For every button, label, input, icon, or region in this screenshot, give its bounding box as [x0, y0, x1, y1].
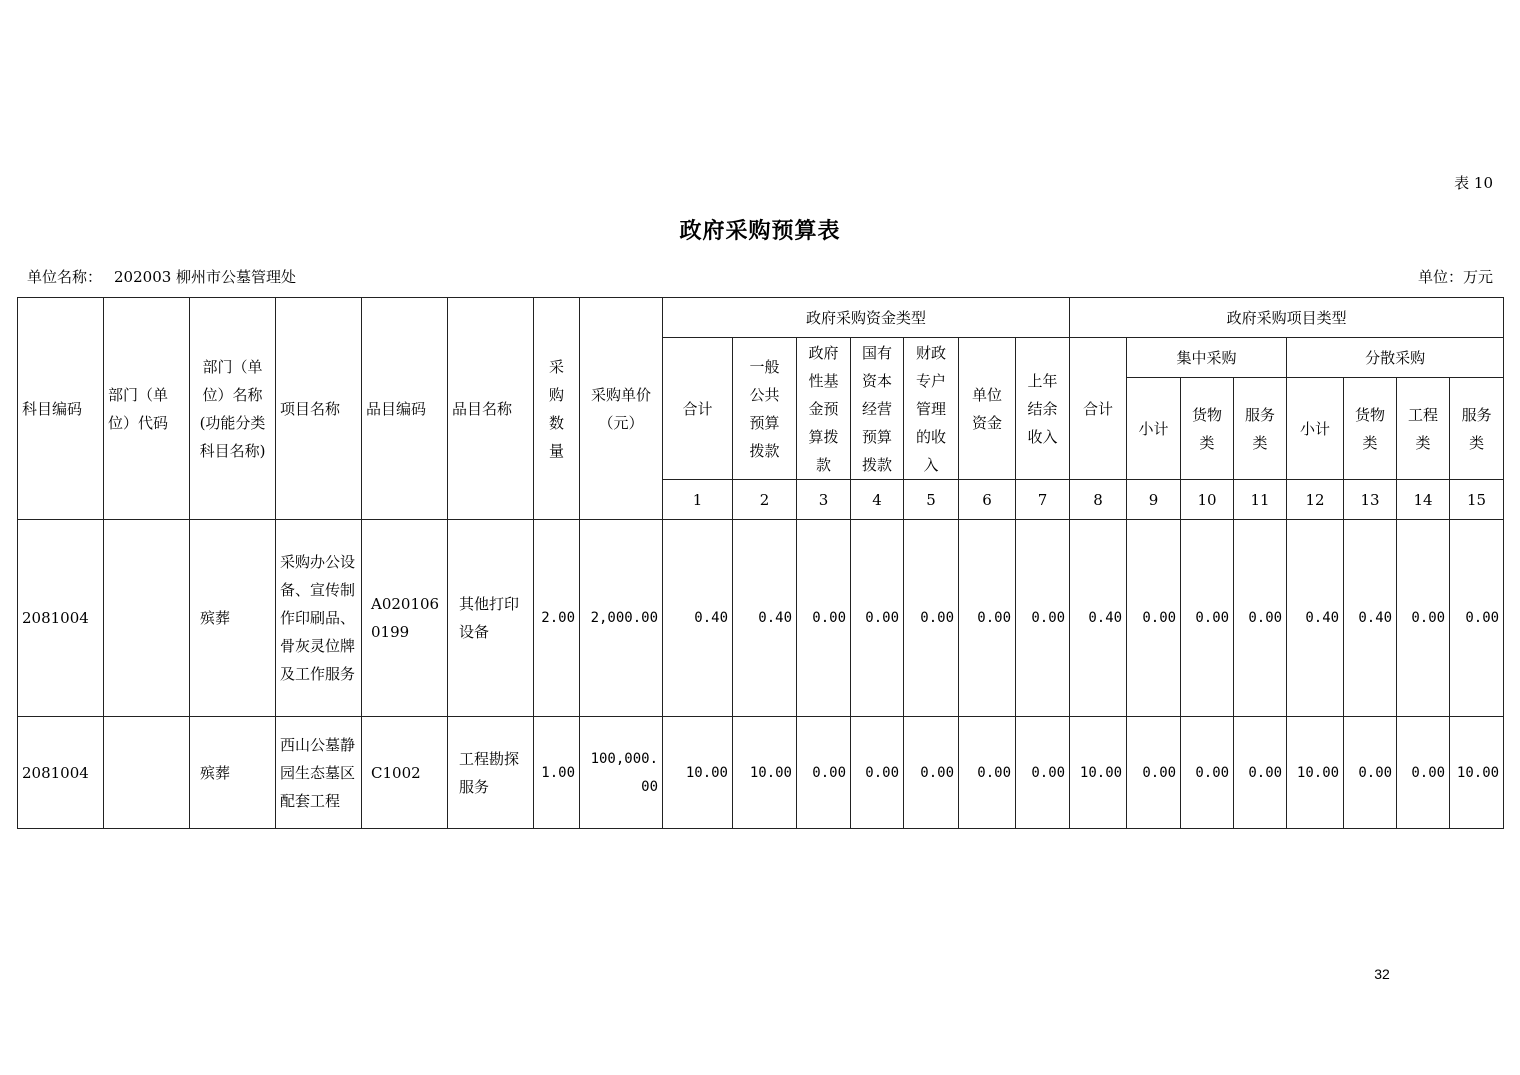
header-project-name: 项目名称 [276, 298, 362, 520]
page-number: 32 [1374, 966, 1390, 982]
cell-value: 0.40 [1287, 520, 1344, 717]
cell-quantity: 1.00 [534, 717, 580, 829]
header-d-goods: 货物类 [1344, 378, 1397, 480]
cell-value: 10.00 [1070, 717, 1127, 829]
cell-dept-name: 殡葬 [190, 717, 276, 829]
unit-name-line [27, 266, 296, 287]
header-d-subtotal: 小计 [1287, 378, 1344, 480]
cell-value: 0.40 [733, 520, 797, 717]
header-d-works: 工程类 [1397, 378, 1450, 480]
header-item-code: 品目编码 [362, 298, 448, 520]
table-row [18, 717, 1504, 829]
cell-item-name: 工程勘探服务 [448, 717, 534, 829]
cell-value: 0.00 [904, 520, 959, 717]
cell-value: 0.00 [1397, 717, 1450, 829]
cell-item-name: 其他打印设备 [448, 520, 534, 717]
col-number: 6 [959, 480, 1016, 520]
header-centralized: 集中采购 [1127, 338, 1287, 378]
cell-value: 0.00 [797, 520, 851, 717]
table-row [18, 520, 1504, 717]
cell-value: 0.40 [1070, 520, 1127, 717]
cell-value: 0.00 [959, 520, 1016, 717]
cell-value: 0.40 [663, 520, 733, 717]
col-number: 15 [1450, 480, 1504, 520]
header-unit-fund: 单位资金 [959, 338, 1016, 480]
header-item-name: 品目名称 [448, 298, 534, 520]
header-project-type-group: 政府采购项目类型 [1070, 298, 1504, 338]
col-number: 10 [1181, 480, 1234, 520]
cell-value: 0.00 [904, 717, 959, 829]
unit-name-label: 单位名称： [27, 268, 103, 286]
cell-value: 10.00 [1287, 717, 1344, 829]
header-general-public: 一般公共预算拨款 [733, 338, 797, 480]
cell-item-code: A0201060199 [362, 520, 448, 717]
unit-name-value: 202003 柳州市公墓管理处 [114, 268, 297, 286]
col-number: 2 [733, 480, 797, 520]
cell-quantity: 2.00 [534, 520, 580, 717]
cell-value: 0.00 [1127, 520, 1181, 717]
header-quantity: 采购数量 [534, 298, 580, 520]
header-dept-code: 部门（单位）代码 [104, 298, 190, 520]
header-special-account: 财政专户管理的收入 [904, 338, 959, 480]
cell-value: 0.00 [1344, 717, 1397, 829]
table-number: 表 10 [1454, 174, 1493, 192]
cell-value: 0.00 [851, 520, 904, 717]
cell-value: 0.00 [851, 717, 904, 829]
cell-value: 0.00 [1234, 520, 1287, 717]
cell-unit-price: 100,000.00 [580, 717, 663, 829]
col-number: 8 [1070, 480, 1127, 520]
cell-project-name: 西山公墓静园生态墓区配套工程 [276, 717, 362, 829]
cell-value: 10.00 [663, 717, 733, 829]
cell-dept-code [104, 717, 190, 829]
col-number: 11 [1234, 480, 1287, 520]
cell-dept-code [104, 520, 190, 717]
cell-subject-code: 2081004 [18, 717, 104, 829]
header-unit-price: 采购单价（元） [580, 298, 663, 520]
cell-value: 0.00 [1234, 717, 1287, 829]
header-subject-code: 科目编码 [18, 298, 104, 520]
col-number: 5 [904, 480, 959, 520]
cell-value: 0.00 [1397, 520, 1450, 717]
col-number: 7 [1016, 480, 1070, 520]
cell-project-name: 采购办公设备、宣传制作印刷品、骨灰灵位牌及工作服务 [276, 520, 362, 717]
cell-unit-price: 2,000.00 [580, 520, 663, 717]
cell-value: 0.00 [1181, 717, 1234, 829]
header-d-services: 服务类 [1450, 378, 1504, 480]
cell-value: 0.00 [1181, 520, 1234, 717]
col-number: 13 [1344, 480, 1397, 520]
cell-value: 0.00 [797, 717, 851, 829]
header-gov-fund: 政府性基金预算拨款 [797, 338, 851, 480]
header-decentralized: 分散采购 [1287, 338, 1504, 378]
cell-subject-code: 2081004 [18, 520, 104, 717]
col-number: 1 [663, 480, 733, 520]
money-unit: 单位：万元 [1417, 268, 1493, 286]
col-number: 9 [1127, 480, 1181, 520]
header-proj-total: 合计 [1070, 338, 1127, 480]
header-fund-total: 合计 [663, 338, 733, 480]
cell-value: 0.00 [1450, 520, 1504, 717]
col-number: 3 [797, 480, 851, 520]
cell-item-code: C1002 [362, 717, 448, 829]
page-title: 政府采购预算表 [679, 218, 841, 244]
col-number: 12 [1287, 480, 1344, 520]
col-number: 4 [851, 480, 904, 520]
header-c-services: 服务类 [1234, 378, 1287, 480]
cell-value: 0.00 [959, 717, 1016, 829]
procurement-budget-table [17, 297, 1504, 829]
cell-value: 0.00 [1127, 717, 1181, 829]
cell-value: 0.00 [1016, 520, 1070, 717]
cell-value: 0.40 [1344, 520, 1397, 717]
header-dept-name: 部门（单位）名称(功能分类科目名称) [190, 298, 276, 520]
header-c-goods: 货物类 [1181, 378, 1234, 480]
header-fund-type-group: 政府采购资金类型 [663, 298, 1070, 338]
col-number: 14 [1397, 480, 1450, 520]
cell-dept-name: 殡葬 [190, 520, 276, 717]
header-state-capital: 国有资本经营预算拨款 [851, 338, 904, 480]
header-carryover: 上年结余收入 [1016, 338, 1070, 480]
cell-value: 10.00 [1450, 717, 1504, 829]
cell-value: 10.00 [733, 717, 797, 829]
cell-value: 0.00 [1016, 717, 1070, 829]
header-row-1 [18, 298, 1504, 338]
header-c-subtotal: 小计 [1127, 378, 1181, 480]
